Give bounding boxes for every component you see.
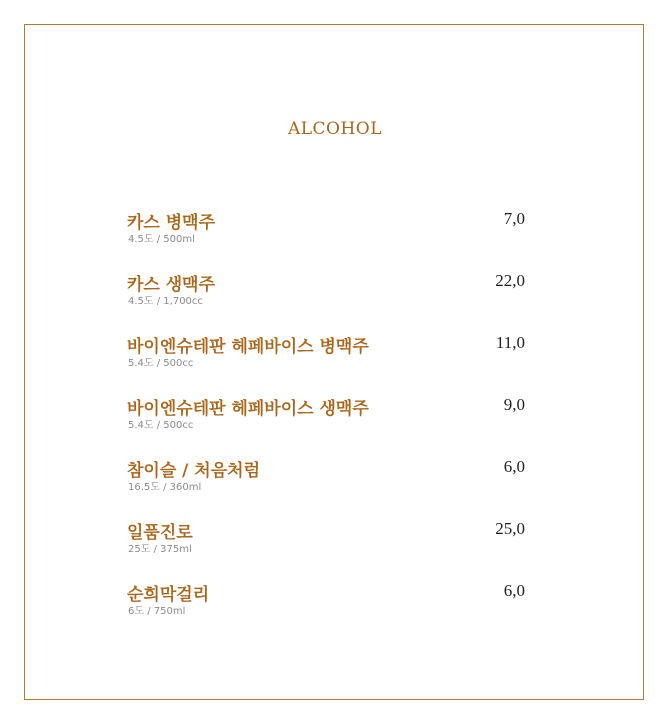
menu-item bbox=[127, 332, 525, 394]
menu-item-price: 9,0 bbox=[503, 395, 525, 414]
menu-item-price: 25,0 bbox=[495, 519, 525, 538]
menu-item-name: 카스 병맥주 bbox=[127, 213, 216, 233]
menu-section-title: ALCOHOL bbox=[287, 119, 383, 139]
menu-item-price: 6,0 bbox=[503, 457, 525, 476]
menu-item-name: 바이엔슈테판 헤페바이스 생맥주 bbox=[127, 399, 369, 419]
menu-item-price: 22,0 bbox=[495, 271, 525, 290]
menu-item-detail: 4.5도 / 500ml bbox=[128, 234, 195, 245]
menu-item bbox=[127, 270, 525, 332]
menu-item-price: 11,0 bbox=[495, 333, 525, 352]
menu-item bbox=[127, 456, 525, 518]
menu-item-detail: 16.5도 / 360ml bbox=[128, 482, 202, 493]
menu-item-detail: 5.4도 / 500cc bbox=[128, 420, 194, 431]
menu-item-detail: 5.4도 / 500cc bbox=[128, 358, 194, 369]
menu-item-price: 7,0 bbox=[503, 209, 525, 228]
menu-item bbox=[127, 208, 525, 270]
menu-item-detail: 6도 / 750ml bbox=[128, 606, 186, 617]
menu-item-name: 순희막걸리 bbox=[127, 585, 210, 605]
menu-item-name: 카스 생맥주 bbox=[127, 275, 216, 295]
menu-item bbox=[127, 394, 525, 456]
menu-item-detail: 25도 / 375ml bbox=[128, 544, 192, 555]
menu-item-detail: 4.5도 / 1,700cc bbox=[128, 296, 203, 307]
menu-item-name: 일품진로 bbox=[127, 523, 193, 543]
menu-item bbox=[127, 518, 525, 580]
menu-item-price: 6,0 bbox=[503, 581, 525, 600]
menu-item-name: 참이슬 / 처음처럼 bbox=[127, 461, 260, 481]
menu-item-name: 바이엔슈테판 헤페바이스 병맥주 bbox=[127, 337, 369, 357]
menu-list bbox=[127, 208, 525, 642]
menu-item bbox=[127, 580, 525, 642]
